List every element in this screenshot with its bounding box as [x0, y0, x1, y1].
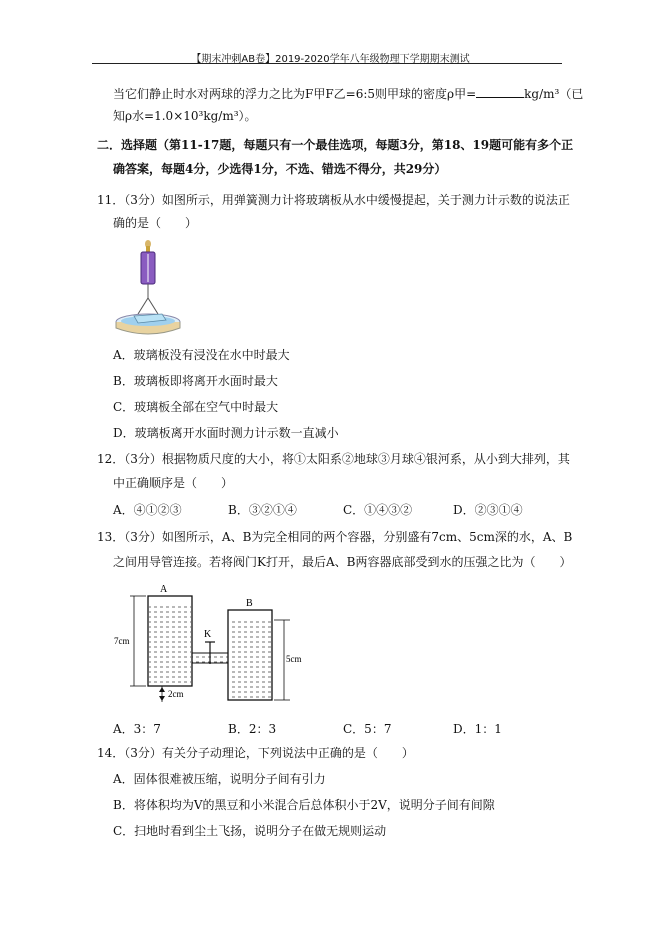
- q12-option-b[interactable]: B．③②①④: [228, 503, 297, 517]
- q14-stem-line-1: 14．（3分）有关分子动理论，下列说法中正确的是（ ）: [97, 746, 414, 760]
- header-rule: [92, 63, 562, 64]
- q11-option-a[interactable]: A．玻璃板没有浸没在水中时最大: [113, 348, 290, 362]
- dim-b: 5cm: [286, 654, 302, 664]
- dim-a: 7cm: [114, 636, 130, 646]
- q12-stem-line-2: 中正确顺序是（ ）: [113, 476, 234, 490]
- q13-option-b[interactable]: B．2：3: [228, 722, 277, 736]
- spring-scale-figure: [112, 240, 184, 336]
- q13-stem-line-1: 13．（3分）如图所示，A、B为完全相同的两个容器，分别盛有7cm、5cm深的水，A、B: [97, 530, 573, 544]
- section-heading-line-1: 二．选择题（第11-17题，每题只有一个最佳选项，每题3分，第18、19题可能有多个正: [97, 138, 574, 152]
- q13-option-c[interactable]: C．5：7: [343, 722, 392, 736]
- label-a: A: [160, 584, 168, 595]
- q12-option-c[interactable]: C．①④③②: [343, 503, 413, 517]
- containers-figure: [112, 580, 312, 705]
- intro-line-1: [113, 86, 583, 102]
- q11-option-b[interactable]: B．玻璃板即将离开水面时最大: [113, 374, 278, 388]
- q11-option-d[interactable]: D．玻璃板离开水面时测力计示数一直减小: [113, 426, 339, 440]
- q11-option-c[interactable]: C．玻璃板全部在空气中时最大: [113, 400, 279, 414]
- q11-stem-line-1: 11．（3分）如图所示，用弹簧测力计将玻璃板从水中缓慢提起，关于测力计示数的说法正: [97, 193, 570, 207]
- page-header: 【期末冲刺AB卷】2019-2020学年八年级物理下学期期末测试: [191, 54, 470, 65]
- answer-blank[interactable]: [476, 87, 524, 98]
- q12-option-a[interactable]: A．④①②③: [113, 503, 182, 517]
- label-b: B: [246, 598, 253, 609]
- q11-stem-line-2: 确的是（ ）: [113, 216, 198, 230]
- q12-stem-line-1: 12．（3分）根据物质尺度的大小，将①太阳系②地球③月球④银河系，从小到大排列，其: [97, 452, 570, 466]
- intro-text-b: kg/m³（已: [524, 87, 584, 101]
- q13-stem-line-2: 之间用导管连接。若将阀门K打开，最后A、B两容器底部受到水的压强之比为（ ）: [113, 555, 572, 569]
- label-k: K: [204, 629, 212, 640]
- q13-option-a[interactable]: A．3：7: [113, 722, 161, 736]
- intro-text-a: 当它们静止时水对两球的浮力之比为F甲F乙=6:5则甲球的密度ρ甲=: [113, 87, 477, 101]
- q14-option-c[interactable]: C．扫地时看到尘土飞扬，说明分子在做无规则运动: [113, 824, 387, 838]
- q14-option-a[interactable]: A．固体很难被压缩，说明分子间有引力: [113, 772, 326, 786]
- q13-option-d[interactable]: D．1：1: [453, 722, 502, 736]
- section-heading-line-2: 确答案，每题4分，少选得1分，不选、错选不得分，共29分）: [113, 162, 447, 176]
- dim-base: 2cm: [168, 689, 184, 699]
- q14-option-b[interactable]: B．将体积均为V的黑豆和小米混合后总体积小于2V，说明分子间有间隙: [113, 798, 495, 812]
- intro-line-2: 知ρ水=1.0×10³kg/m³）。: [113, 109, 257, 123]
- q12-option-d[interactable]: D．②③①④: [453, 503, 523, 517]
